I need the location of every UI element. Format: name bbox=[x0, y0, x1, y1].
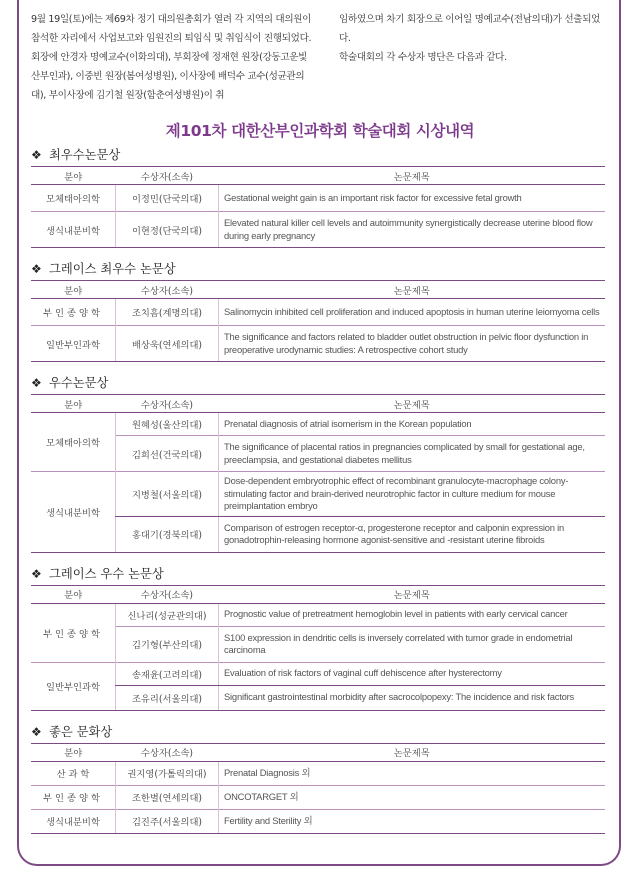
paper-title-cell: The significance and factors related to bladder outlet obstruction in pelvic floor dysfunction in preoperative urodynamic studies: A retrospective cohort study bbox=[219, 326, 606, 362]
author-cell: 이현정(단국의대) bbox=[116, 212, 219, 248]
author-cell: 조유리(서울의대) bbox=[116, 685, 219, 710]
author-cell: 신나리(성균관의대) bbox=[116, 603, 219, 626]
category-cell: 일반부인과학 bbox=[31, 662, 116, 710]
awards-table bbox=[31, 743, 605, 834]
author-cell: 지병철(서울의대) bbox=[116, 472, 219, 517]
header-author: 수상자(소속) bbox=[116, 281, 219, 299]
table-header-row bbox=[31, 585, 605, 603]
table-row bbox=[31, 809, 605, 833]
header-category: 분야 bbox=[31, 281, 116, 299]
intro-text bbox=[31, 10, 609, 105]
paper-title-cell: Prognostic value of pretreatment hemoglobin level in patients with early cervical cancer bbox=[224, 608, 568, 620]
diamond-bullet-icon: ❖ bbox=[31, 566, 42, 581]
paper-title-cell: Gestational weight gain is an important risk factor for excessive fetal growth bbox=[224, 191, 522, 203]
paper-title-cell: Dose-dependent embryotrophic effect of recombinant granulocyte-macrophage colony-stimulating factor and brain-derived neurotrophic factor in culture medium for mouse preimplantation embryo bbox=[219, 472, 606, 517]
author-cell: 조치흠(계명의대) bbox=[116, 299, 219, 326]
category-cell: 산 과 학 bbox=[56, 769, 90, 780]
paper-title-cell: Significant gastrointestinal morbidity after sacrocolpopexy: The incidence and risk factors bbox=[219, 685, 606, 710]
author-cell: 이정민(단국의대) bbox=[116, 185, 219, 212]
table-row bbox=[31, 626, 605, 662]
category-cell: 생식내분비학 bbox=[31, 212, 116, 248]
table-header-row bbox=[31, 743, 605, 761]
intro-left-column bbox=[31, 10, 313, 105]
paper-title-cell: Comparison of estrogen receptor-α, progesterone receptor and calponin expression in gonadotrophin-releasing hormone agonist-sensitive and -resistant uterine fibroids bbox=[219, 516, 606, 552]
table-row bbox=[31, 662, 605, 685]
header-paper-title: 논문제목 bbox=[219, 743, 606, 761]
paper-title-cell: Prenatal Diagnosis 외 bbox=[224, 766, 311, 778]
awards-table bbox=[31, 280, 605, 362]
paper-title-cell: Evaluation of risk factors of vaginal cuff dehiscence after hysterectomy bbox=[219, 662, 606, 685]
paper-title-cell: The significance of placental ratios in pregnancies complicated by small for gestational age, preeclampsia, and gestational diabetes mellitus bbox=[219, 436, 606, 472]
table-row bbox=[31, 472, 605, 517]
category-cell: 부인종양학 bbox=[31, 785, 116, 809]
author-cell: 권지영(가톨릭의대) bbox=[116, 761, 219, 785]
section-heading: ❖ 그레이스 최우수 논문상 bbox=[31, 258, 605, 280]
category-cell: 모체태아의학 bbox=[46, 438, 100, 449]
table-row bbox=[31, 516, 605, 552]
header-category: 분야 bbox=[31, 395, 116, 413]
header-author: 수상자(소속) bbox=[116, 395, 219, 413]
header-paper-title: 논문제목 bbox=[219, 395, 606, 413]
paper-title-cell: Fertility and Sterility 외 bbox=[219, 809, 606, 833]
category-cell: 부인종양학 bbox=[43, 308, 103, 319]
section-excellent-paper bbox=[31, 372, 605, 553]
diamond-bullet-icon: ❖ bbox=[31, 376, 42, 390]
table-row bbox=[31, 603, 605, 626]
section-grace-excellent-paper bbox=[31, 563, 605, 711]
table-row bbox=[31, 436, 605, 472]
header-paper-title: 논문제목 bbox=[219, 281, 606, 299]
author-cell: 홍대기(경북의대) bbox=[116, 516, 219, 552]
table-row bbox=[31, 185, 605, 212]
section-best-paper bbox=[31, 144, 605, 248]
table-row bbox=[31, 326, 605, 362]
category-cell: 생식내분비학 bbox=[31, 472, 116, 553]
awards-content bbox=[31, 144, 605, 838]
header-category: 분야 bbox=[31, 167, 116, 185]
author-cell: 원혜성(울산의대) bbox=[116, 413, 219, 436]
category-cell: 일반부인과학 bbox=[31, 326, 116, 362]
section-heading: ❖ 우수논문상 bbox=[31, 372, 605, 394]
author-cell: 배상욱(연세의대) bbox=[116, 326, 219, 362]
diamond-bullet-icon: ❖ bbox=[31, 724, 42, 739]
table-header-row bbox=[31, 281, 605, 299]
paper-title-cell: Prenatal diagnosis of atrial isomerism in the Korean population bbox=[224, 417, 472, 429]
paper-title-cell: Salinomycin inhibited cell proliferation and induced apoptosis in human uterine leiomyoma cells bbox=[224, 305, 600, 317]
intro-paragraph-1: 9월 19일(토)에는 제69차 정기 대의원총회가 열려 각 지역의 대의원이 참석한 자리에서 사업보고와 임원진의 퇴임식 및 취임식이 진행되었다. 회장에 안경자 명예교수(이화의대), 부회장에 정재현 원장(강동고운빛산부인과), 이중빈 원장(봄여성병원), 이사장에 배덕수 교수(성균관의대), 부이사장에 김기철 원장(함춘여성병원)이 취 bbox=[31, 14, 312, 101]
author-cell: 송재윤(고려의대) bbox=[116, 662, 219, 685]
table-row bbox=[31, 413, 605, 436]
paper-title-cell: S100 expression in dendritic cells is inversely correlated with tumor grade in endometrial carcinoma bbox=[219, 626, 606, 662]
diamond-bullet-icon: ❖ bbox=[31, 148, 42, 162]
author-cell: 김기형(부산의대) bbox=[116, 626, 219, 662]
category-cell: 생식내분비학 bbox=[31, 809, 116, 833]
intro-right-column bbox=[339, 10, 609, 105]
table-header-row bbox=[31, 167, 605, 185]
author-cell: 조한별(연세의대) bbox=[116, 785, 219, 809]
table-row bbox=[31, 761, 605, 785]
author-cell: 김진주(서울의대) bbox=[116, 809, 219, 833]
table-header-row bbox=[31, 395, 605, 413]
section-heading: ❖ 그레이스 우수 논문상 bbox=[31, 563, 605, 585]
paper-title-cell: ONCOTARGET 외 bbox=[219, 785, 606, 809]
table-row bbox=[31, 299, 605, 326]
header-author: 수상자(소속) bbox=[116, 167, 219, 185]
intro-paragraph-3: 학술대회의 각 수상자 명단은 다음과 같다. bbox=[339, 52, 507, 63]
table-row bbox=[31, 785, 605, 809]
category-cell: 모체태아의학 bbox=[46, 194, 100, 205]
awards-table bbox=[31, 585, 605, 711]
section-heading: ❖ 최우수논문상 bbox=[31, 144, 605, 166]
header-paper-title: 논문제목 bbox=[219, 167, 606, 185]
section-heading: ❖ 좋은 문화상 bbox=[31, 721, 605, 743]
header-category: 분야 bbox=[31, 585, 116, 603]
diamond-bullet-icon: ❖ bbox=[31, 262, 42, 276]
awards-table bbox=[31, 394, 605, 553]
section-good-culture-award bbox=[31, 721, 605, 834]
intro-paragraph-2: 임하였으며 차기 회장으로 이어일 명예교수(전남의대)가 선출되었다. bbox=[339, 14, 601, 44]
awards-table bbox=[31, 166, 605, 248]
page-title: 제101차 대한산부인과학회 학술대회 시상내역 bbox=[165, 122, 475, 140]
table-row bbox=[31, 685, 605, 710]
header-paper-title: 논문제목 bbox=[219, 585, 606, 603]
header-author: 수상자(소속) bbox=[116, 585, 219, 603]
header-category: 분야 bbox=[31, 743, 116, 761]
table-row bbox=[31, 212, 605, 248]
header-author: 수상자(소속) bbox=[116, 743, 219, 761]
author-cell: 김희선(건국의대) bbox=[116, 436, 219, 472]
category-cell: 부인종양학 bbox=[43, 628, 103, 640]
paper-title-cell: Elevated natural killer cell levels and autoimmunity synergistically decrease uterine blood flow during early pregnancy bbox=[219, 212, 606, 248]
section-grace-best-paper bbox=[31, 258, 605, 362]
